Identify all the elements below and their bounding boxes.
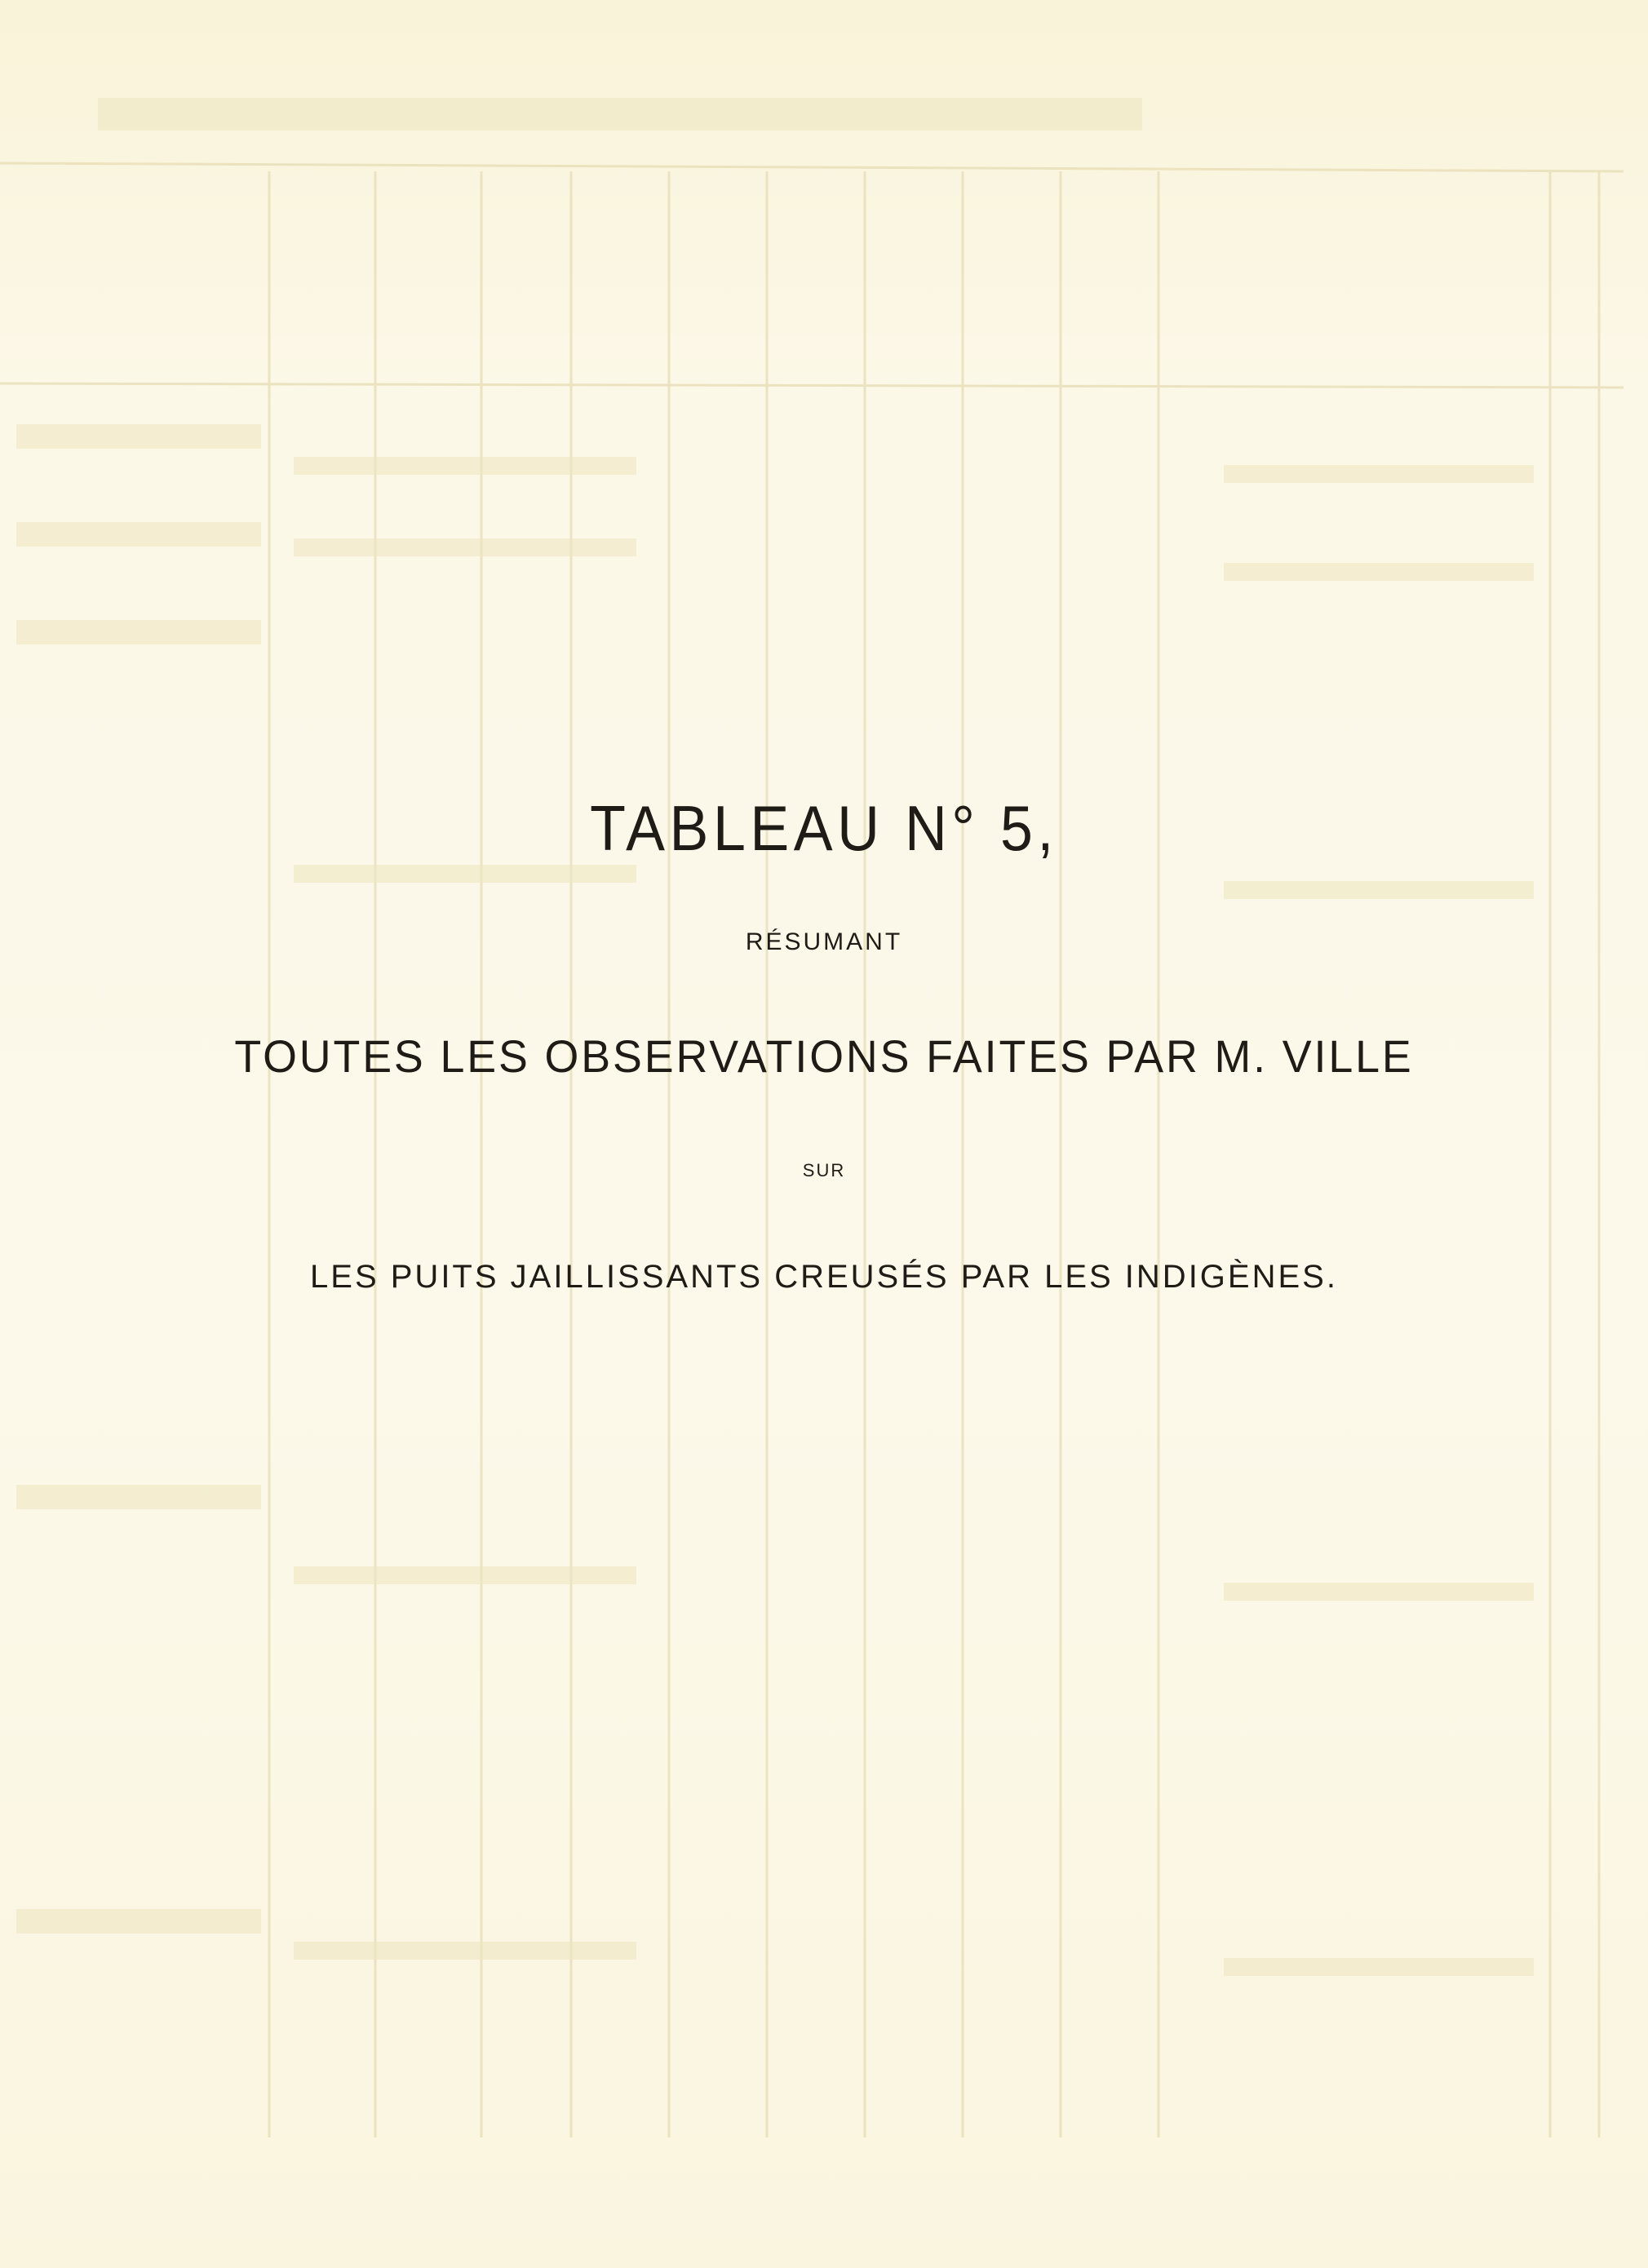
resume-label: RÉSUMANT: [745, 928, 903, 955]
observations-heading: TOUTES LES OBSERVATIONS FAITES PAR M. VILLE: [234, 1030, 1414, 1082]
subject-heading: LES PUITS JAILLISSANTS CREUSÉS PAR LES INDIGÈNES.: [310, 1259, 1338, 1295]
table-title: TABLEAU N° 5,: [590, 792, 1058, 864]
sur-label: SUR: [802, 1160, 846, 1181]
